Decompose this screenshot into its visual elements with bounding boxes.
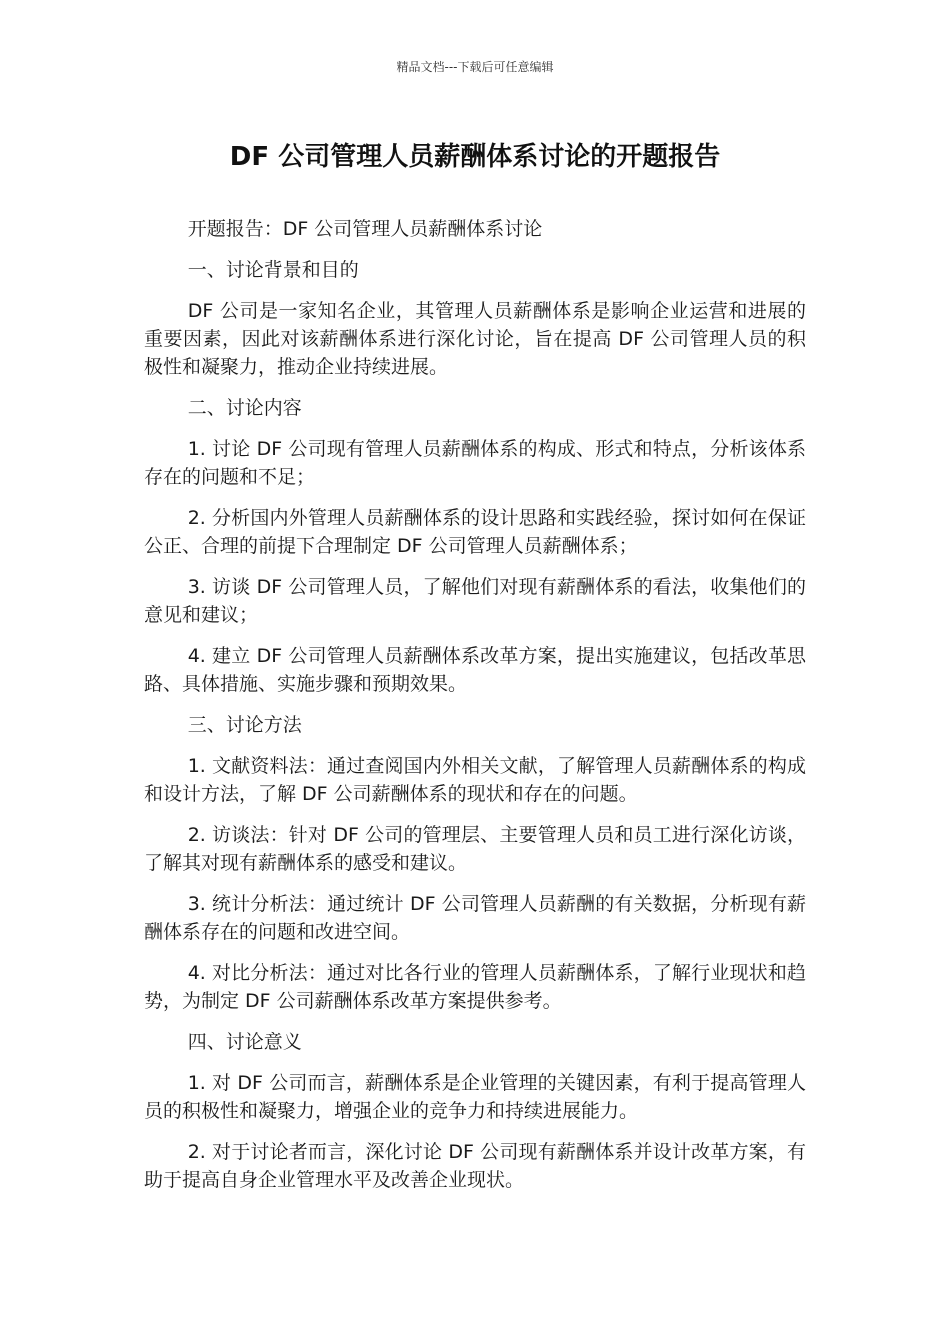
- content-item-2: 2. 分析国内外管理人员薪酬体系的设计思路和实践经验，探讨如何在保证公正、合理的前提下合理制定 DF 公司管理人员薪酬体系；: [144, 507, 806, 557]
- document-body: [144, 215, 806, 1207]
- significance-item-2: 2. 对于讨论者而言，深化讨论 DF 公司现有薪酬体系并设计改革方案，有助于提高自身企业管理水平及改善企业现状。: [144, 1141, 806, 1191]
- document-title: DF 公司管理人员薪酬体系讨论的开题报告: [229, 142, 721, 172]
- section-heading-significance: 四、讨论意义: [187, 1031, 302, 1053]
- header-watermark: 精品文档---下载后可任意编辑: [396, 60, 554, 74]
- method-item-3: 3. 统计分析法：通过统计 DF 公司管理人员薪酬的有关数据，分析现有薪酬体系存在的问题和改进空间。: [144, 893, 806, 943]
- method-item-1: 1. 文献资料法：通过查阅国内外相关文献，了解管理人员薪酬体系的构成和设计方法，了解 DF 公司薪酬体系的现状和存在的问题。: [144, 755, 806, 805]
- significance-item-1: 1. 对 DF 公司而言，薪酬体系是企业管理的关键因素，有利于提高管理人员的积极性和凝聚力，增强企业的竞争力和持续进展能力。: [144, 1072, 806, 1122]
- method-item-2: 2. 访谈法：针对 DF 公司的管理层、主要管理人员和员工进行深化访谈，了解其对现有薪酬体系的感受和建议。: [144, 824, 806, 874]
- report-heading: 开题报告：DF 公司管理人员薪酬体系讨论: [187, 218, 543, 240]
- section-heading-background: 一、讨论背景和目的: [187, 259, 359, 281]
- content-item-3: 3. 访谈 DF 公司管理人员，了解他们对现有薪酬体系的看法，收集他们的意见和建议；: [144, 576, 806, 626]
- method-item-4: 4. 对比分析法：通过对比各行业的管理人员薪酬体系，了解行业现状和趋势，为制定 DF 公司薪酬体系改革方案提供参考。: [144, 962, 806, 1012]
- content-item-4: 4. 建立 DF 公司管理人员薪酬体系改革方案，提出实施建议，包括改革思路、具体措施、实施步骤和预期效果。: [144, 645, 806, 695]
- section-heading-methods: 三、讨论方法: [187, 714, 302, 736]
- content-item-1: 1. 讨论 DF 公司现有管理人员薪酬体系的构成、形式和特点，分析该体系存在的问题和不足；: [144, 438, 806, 488]
- section-heading-content: 二、讨论内容: [187, 397, 302, 419]
- background-paragraph: DF 公司是一家知名企业，其管理人员薪酬体系是影响企业运营和进展的重要因素，因此对该薪酬体系进行深化讨论，旨在提高 DF 公司管理人员的积极性和凝聚力，推动企业持续进展。: [144, 300, 806, 378]
